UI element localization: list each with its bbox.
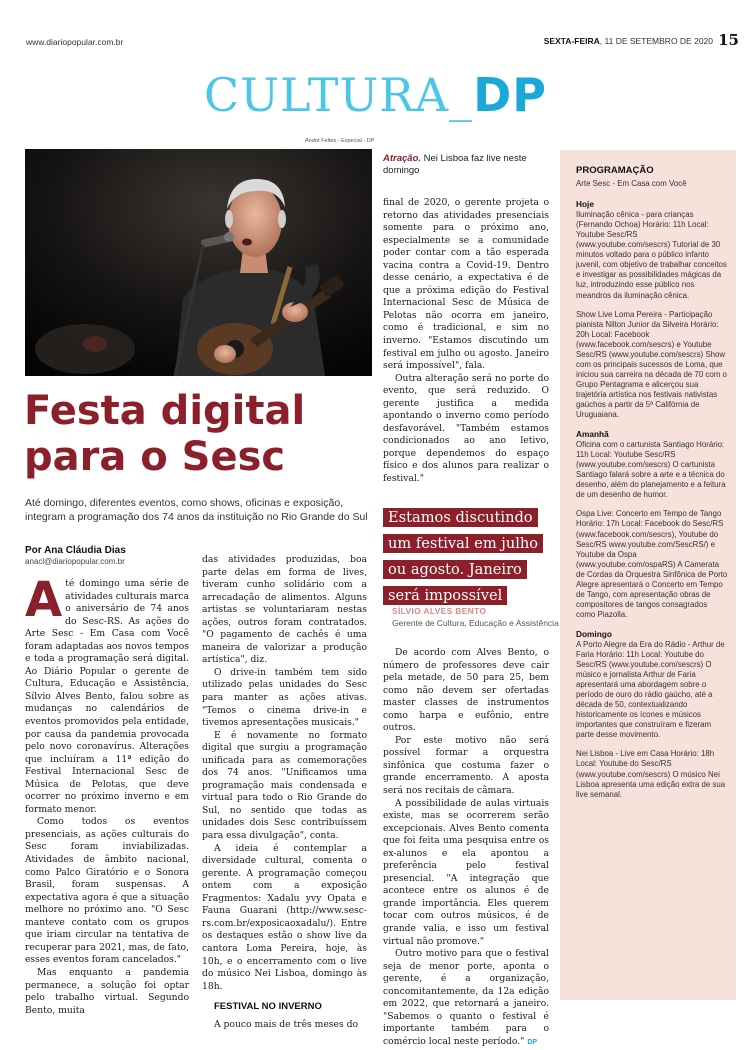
paragraph: das atividades produzidas, boa parte delas em forma de lives, tiveram cunho solidário com a arrecadação de alimentos. Alguns artistas se voluntariaram nestas ações, outros foram contratados. "O pagamento de cachês é uma maneira de valorizar a produção artística", diz. bbox=[202, 554, 367, 666]
paragraph: De acordo com Alves Bento, o número de professores deve cair pela metade, de 50 para 25, bem como não devem ser ofertadas master classes de instrumentos como harpa e eufônio, entre outros. bbox=[383, 647, 549, 734]
sidebar-title: PROGRAMAÇÃO bbox=[576, 165, 654, 176]
paragraph: Outra alteração será no porte do evento, que será reduzido. O gerente justifica a medida apontando o inverno como período desfavorável. "Também estamos condicionados ao ano letivo, porque dependemos do espaço físico e dos alunos para realizar o festival." bbox=[383, 372, 549, 485]
headline bbox=[24, 388, 374, 480]
page-number: 15 bbox=[718, 31, 739, 49]
sidebar-day: Domingo bbox=[576, 628, 612, 639]
paragraph: Mas enquanto a pandemia permanece, a solução foi optar pelo trabalho virtual. Segundo Bento, muita bbox=[25, 966, 189, 1016]
paragraph: Como todos os eventos presenciais, as ações culturais do Sesc foram inviabilizadas. Atividades de âmbito nacional, como Palco Giratório e o Sonora Brasil, foram suspensas. A expectativa agora é que a situação melhore no próximo ano. "O Sesc manteve contato com os grupos que iriam circular na tentativa de recuperar para 2021, mas, de fato, esses eventos foram cancelados." bbox=[25, 816, 189, 966]
sidebar-day: Hoje bbox=[576, 199, 594, 210]
section-title bbox=[0, 68, 751, 122]
deck: Até domingo, diferentes eventos, como shows, oficinas e exposição, integram a programação dos 74 anos da instituição no Rio Grande do Sul bbox=[25, 497, 368, 523]
paragraph: E é novamente no formato digital que surgiu a programação unificada para as comemorações dos 74 anos. "Unificamos uma programação mais condensada e virtual para todo o Rio Grande do Sul, no sentido que todas as unidades dois Sesc contribuíssem para essa divulgação", conta. bbox=[202, 729, 367, 842]
dropcap: A bbox=[25, 572, 63, 628]
paragraph: A ideia é contemplar a diversidade cultural, comenta o gerente. A programação começou ontem com a exposição Fragmentos: Xadalu yvy Opata e Fauna Guarani (http://www.sesc-rs.com.br/exposicaoxadalu/). Entre os destaques estão o show live da cantora Loma Pereira, hoje, às 10h, e o encerramento com o live do músico Nei Lisboa, domingo às 18h. bbox=[202, 842, 367, 992]
weekday: SEXTA-FEIRA bbox=[543, 36, 600, 46]
pull-quote bbox=[383, 505, 553, 609]
dateline bbox=[544, 36, 713, 46]
paragraph-text: Outro motivo para que o festival seja de menor porte, aponta o gerente, é a organização, concomitantemente, da 12a edição em 2022, que retornará a janeiro. "Sabemos o quanto o festival é importante também para o comércio local neste período." bbox=[383, 948, 549, 1047]
site-url: www.diariopopular.com.br bbox=[26, 37, 124, 47]
paragraph: Por este motivo não será possível formar a orquestra sinfônica que costuma fazer o grande encerramento. A aposta será nos recitais de câmara. bbox=[383, 734, 549, 797]
pull-quote-name: SÍLVIO ALVES BENTO bbox=[392, 606, 487, 616]
sidebar-event: A Porto Alegre da Era do Rádio - Arthur de Faria Horário: 11h Local: Youtube do Sesc/RS (www.youtube.com/sescrs) O músico e jornalista Arthur de Faria apresentará uma abordagem sobre o período de ouro do rádio gaúcho, até a década de 50, contextualizando historicamente os ícones e músicos importantes que construíram e fizeram parte desse movimento. bbox=[576, 639, 725, 740]
headline-line: para o Sesc bbox=[24, 434, 286, 480]
byline: Por Ana Cláudia Dias bbox=[25, 545, 126, 556]
sidebar-event: Ospa Live: Concerto em Tempo de Tango Horário: 17h Local: Facebook do Sesc/RS (www.facebook.com/sescrs), Youtube do Sesc/RS www.youtube.com/SescRS/) e Youtube da Ospa (www.youtube.com/ospaRS) A Camerata de Cordas da Orquestra Sinfônica de Porto Alegre apresentará o Concerto em Tempo de Tango, com apresentação obras de compositores de tangos consagrados como Piazolla. bbox=[576, 509, 728, 619]
sidebar-event: Nei Lisboa - Live em Casa Horário: 18h Local: Youtube do Sesc/RS (www.youtube.com/sescrs) O músico Nei Lisboa apresenta uma edição extra de sua live semanal. bbox=[576, 749, 726, 799]
article-column-3-top bbox=[383, 197, 549, 486]
section-brand: DP bbox=[473, 68, 547, 122]
sidebar-subtitle: Arte Sesc - Em Casa com Você bbox=[576, 179, 687, 189]
program-sidebar bbox=[576, 166, 728, 809]
singer-illustration bbox=[25, 149, 372, 376]
sidebar-event: Show Live Loma Pereira - Participação pianista Nilton Junior da Silveira Horário: 20h Local: Facebook (www.facebook.com/sescrs) e Youtube Sesc/RS (www.youtube.com/sescrs) Show com os principais sucessos de Loma, que iniciou sua carreira na década de 70 com o Grupo Pentagrama e alicerçou sua trajetória artística nos festivais nativistas gaúchos a partir da 5ª Califórnia de Uruguaiana. bbox=[576, 309, 727, 420]
article-photo bbox=[25, 149, 372, 376]
article-column-2 bbox=[202, 554, 367, 1031]
subhead: FESTIVAL NO INVERNO bbox=[214, 1001, 322, 1013]
pull-quote-text: Estamos discutindo um festival em julho ou agosto. Janeiro será impossível bbox=[383, 508, 543, 605]
paragraph bbox=[25, 572, 189, 816]
paragraph-text: té domingo uma série de atividades culturais marca o aniversário de 74 anos do Sesc-RS. As ações do Arte Sesc - Em Casa com Você foram adaptadas aos novos tempos e toda a programação será digital. Ao Diário Popular o gerente de Cultura, Educação e Assistência, Sílvio Alves Bento, falou sobre as mudanças no calendários de eventos promovidos pela entidade, por causa da pandemia provocada pelo novo coronavírus. Alterações que incluíram a 11ª edição do Festival Internacional Sesc de Música de Pelotas, que deve ocorrer no próximo inverno e em formato menor. bbox=[25, 578, 189, 815]
headline-line: Festa digital bbox=[24, 388, 306, 434]
article-column-1 bbox=[25, 572, 189, 1017]
paragraph: A possibilidade de aulas virtuais existe, mas se ocorrerem serão excepcionais. Alves Bento comenta que foi feita uma pesquisa entre os ex-alunos e ela apontou a preferência pelo festival presencial. "A integração que acontece entre os alunos é de grande importância. Eles querem tocar com outros músicos, é de grande valia, e isso um festival virtual não promove." bbox=[383, 797, 549, 947]
sidebar-event: Iluminação cênica - para crianças (Fernando Ochoa) Horário: 11h Local: Youtube Sesc/RS (www.youtube.com/sescrs) Tutorial de 30 minutos voltado para o público infanto juvenil, com objetivo de trabalhar conceitos e investigar as possibilidades mágicas da luz, introduzindo esse público nos meandros da iluminação cênica. bbox=[576, 210, 727, 300]
author-email: anacl@diariopopular.com.br bbox=[25, 557, 125, 566]
article-column-3-bottom bbox=[383, 647, 549, 1050]
section-name: CULTURA_ bbox=[204, 68, 474, 122]
paragraph: final de 2020, o gerente projeta o retorno das atividades presenciais somente para o próximo ano, especialmente se a comunidade poder contar com a tão esperada vacina contra a Covid-19. Dentro desse cenário, a expectativa é de que a próxima edição do Festival Internacional Sesc de Música de Pelotas não ocorra em janeiro, como é tradicional, e sim no inverno. "Estamos discutindo um festival em julho ou agosto. Janeiro será impossível", fala. bbox=[383, 197, 549, 372]
date: , 11 DE SETEMBRO DE 2020 bbox=[599, 36, 713, 46]
caption-text: Nei Lisboa faz live neste domingo bbox=[383, 153, 527, 176]
pull-quote-role: Gerente de Cultura, Educação e Assistência bbox=[392, 618, 559, 628]
paragraph bbox=[383, 948, 549, 1049]
sidebar-event: Oficina com o cartunista Santiago Horário: 11h Local: Youtube Sesc/RS (www.youtube.com/sescrs) O cartunista Santiago falará sobre a arte e a técnica do desenho, além do planejamento e a feitura de um desenho de humor. bbox=[576, 440, 726, 500]
photo-credit: André Feltes - Especial - DP bbox=[305, 138, 375, 144]
caption-key: Atração. bbox=[383, 153, 422, 164]
paragraph: O drive-in também tem sido utilizado pelas unidades do Sesc para manter as ações ativas. "Temos o cinema drive-in e tivemos apresentações musicais." bbox=[202, 666, 367, 729]
sidebar-day: Amanhã bbox=[576, 429, 609, 440]
paragraph: A pouco mais de três meses do bbox=[214, 1018, 358, 1030]
photo-caption bbox=[383, 153, 553, 177]
end-mark: DP bbox=[527, 1038, 538, 1046]
